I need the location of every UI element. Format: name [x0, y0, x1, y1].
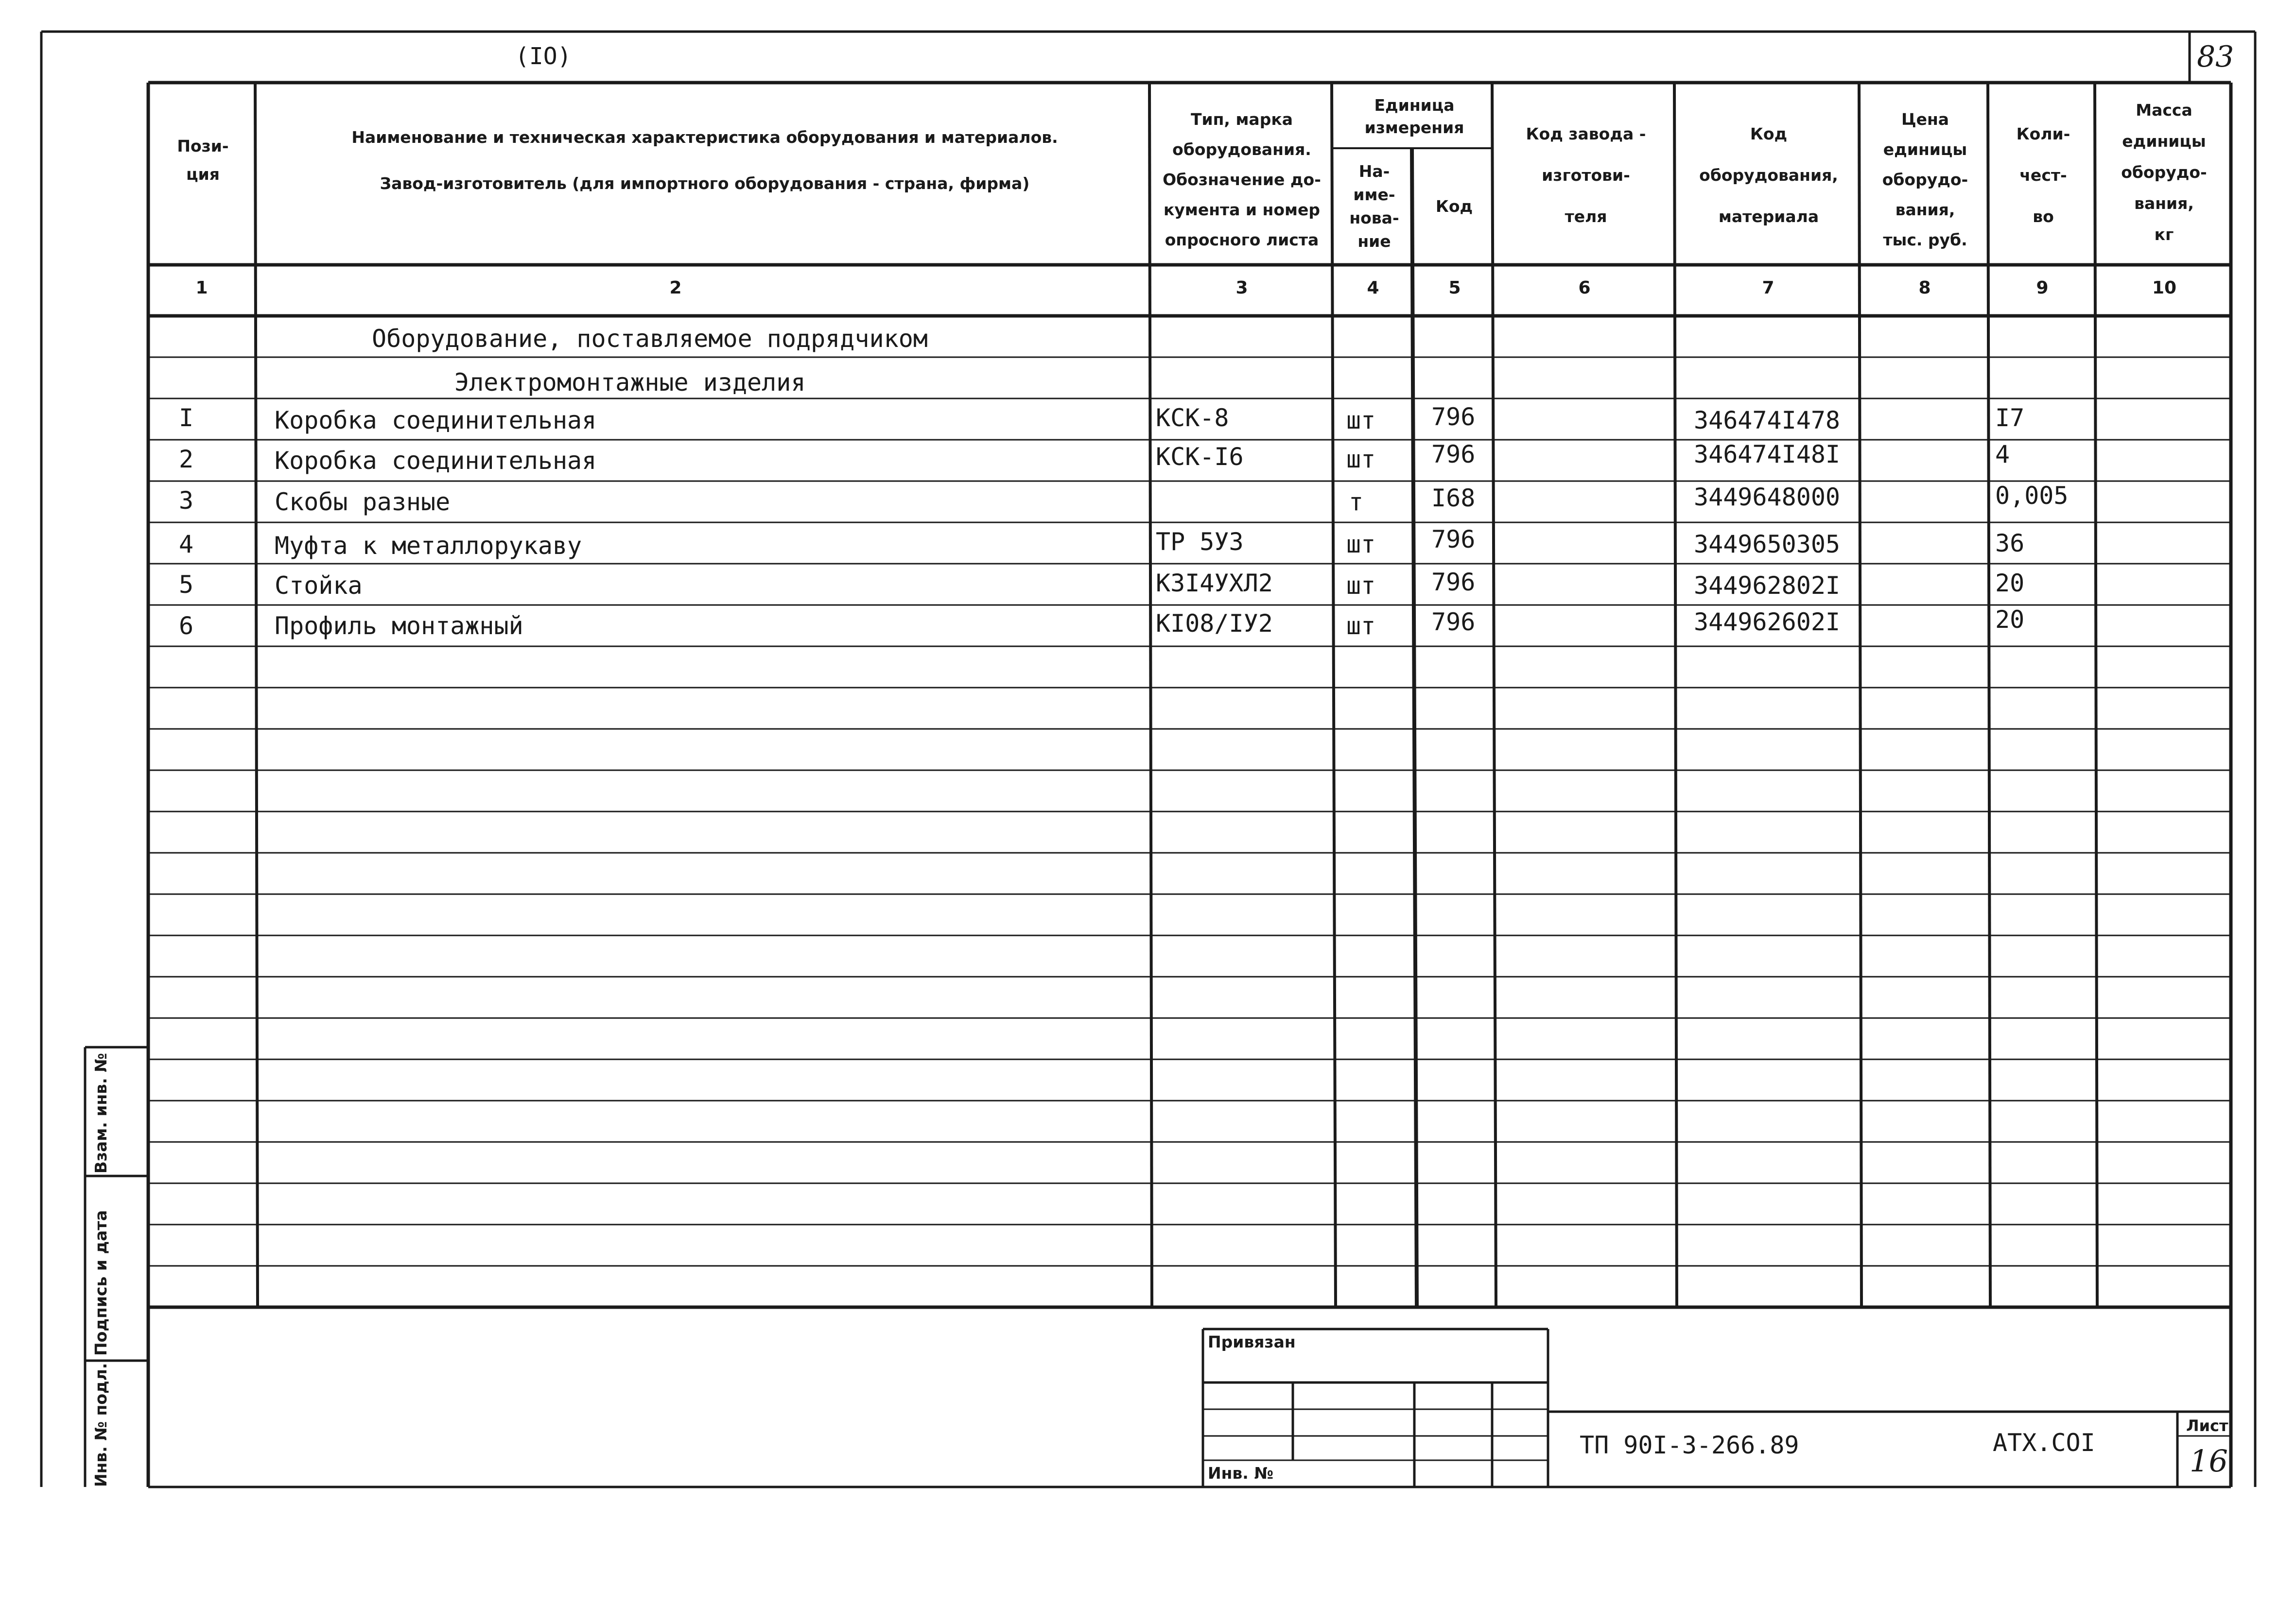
header-unit-code: Код — [1435, 197, 1473, 216]
column-number: 10 — [2152, 278, 2177, 298]
row-unit-code: I68 — [1431, 484, 1476, 512]
row-position: 4 — [179, 530, 194, 558]
row-quantity: I7 — [1995, 404, 2025, 432]
row-type: ТР 5УЗ — [1156, 528, 1244, 556]
row-unit-code: 796 — [1431, 440, 1476, 468]
row-type: КСК-I6 — [1156, 443, 1244, 471]
row-code: 344962802I — [1694, 571, 1841, 600]
row-unit-code: 796 — [1431, 608, 1476, 636]
row-unit-code: 796 — [1431, 403, 1476, 431]
section-title: Оборудование, поставляемое подрядчиком — [372, 325, 928, 353]
header-type: Тип, марка оборудования. Обозначение до- кумента и номер опросного листа — [1163, 110, 1321, 249]
header-factory-code: Код завода - изготови- теля — [1526, 124, 1646, 226]
row-unit: шт — [1346, 612, 1376, 640]
header-position: Пози- ция — [177, 137, 229, 184]
sheet-label: Лист — [2186, 1417, 2228, 1435]
row-position: 3 — [179, 486, 194, 515]
column-number: 3 — [1235, 278, 1248, 298]
row-position: 5 — [179, 570, 194, 599]
header-equipment-code: Код оборудования, материала — [1699, 124, 1838, 226]
column-number: 1 — [195, 278, 208, 298]
header-price: Цена единицы оборудо- вания, тыс. руб. — [1882, 110, 1968, 249]
document-number: ТП 90I-3-266.89 — [1580, 1431, 1799, 1459]
row-code: 344962602I — [1694, 608, 1841, 636]
row-unit: шт — [1346, 445, 1376, 473]
row-type: КСК-8 — [1156, 404, 1229, 432]
corner-page-number: 83 — [2197, 40, 2234, 74]
header-mass: Масса единицы оборудо- вания, кг — [2121, 101, 2207, 244]
row-code: 346474I478 — [1694, 406, 1841, 434]
side-stamp-replacement: Взам. инв. № — [91, 1053, 110, 1174]
row-quantity: 0,005 — [1995, 482, 2069, 510]
row-quantity: 20 — [1995, 569, 2025, 597]
row-unit-code: 796 — [1431, 568, 1476, 596]
header-unit: Единица измерения — [1364, 96, 1464, 137]
row-unit-code: 796 — [1431, 525, 1476, 553]
row-code: 3449648000 — [1694, 483, 1841, 511]
column-number: 6 — [1578, 278, 1591, 298]
row-type: КI08/IУ2 — [1156, 609, 1273, 638]
column-number: 9 — [2036, 278, 2049, 298]
row-name: Стойка — [275, 571, 363, 600]
row-quantity: 36 — [1995, 529, 2025, 557]
header-name: Наименование и техническая характеристика оборудования и материалов. Завод-изготовитель (для импортного оборудования - страна, фирма) — [351, 128, 1058, 193]
row-quantity: 20 — [1995, 605, 2025, 634]
title-block-linked: Привязан — [1208, 1332, 1296, 1351]
row-name: Коробка соединительная — [275, 447, 597, 475]
sheet-top-label: (IO) — [515, 43, 572, 70]
row-code: 346474I48I — [1694, 440, 1841, 468]
column-number: 7 — [1762, 278, 1774, 298]
side-stamp-signature: Подпись и дата — [91, 1210, 110, 1356]
row-name: Профиль монтажный — [275, 612, 523, 640]
row-position: I — [179, 404, 194, 432]
row-name: Коробка соединительная — [275, 406, 597, 434]
row-type: КЗI4УХЛ2 — [1156, 569, 1273, 597]
row-unit: шт — [1346, 406, 1376, 434]
row-code: 3449650305 — [1694, 530, 1841, 558]
title-block-inventory: Инв. № — [1208, 1464, 1274, 1483]
sheet-number: 16 — [2190, 1443, 2228, 1479]
row-name: Скобы разные — [275, 488, 451, 516]
row-position: 2 — [179, 445, 194, 473]
column-number: 4 — [1367, 278, 1379, 298]
side-stamp-inventory: Инв. № подл. — [91, 1363, 110, 1487]
row-name: Муфта к металлорукаву — [275, 532, 582, 560]
row-position: 6 — [179, 612, 194, 640]
column-number: 5 — [1448, 278, 1461, 298]
header-unit-name: На- име- нова- ние — [1349, 162, 1399, 251]
row-unit: т — [1349, 488, 1364, 516]
column-number: 2 — [669, 278, 682, 298]
column-number: 8 — [1918, 278, 1931, 298]
header-quantity: Коли- чест- во — [2016, 124, 2070, 226]
row-quantity: 4 — [1995, 440, 2010, 468]
row-unit: шт — [1346, 571, 1376, 600]
row-unit: шт — [1346, 530, 1376, 558]
document-code: АТХ.СОI — [1993, 1429, 2095, 1457]
section-subtitle: Электромонтажные изделия — [454, 368, 806, 397]
